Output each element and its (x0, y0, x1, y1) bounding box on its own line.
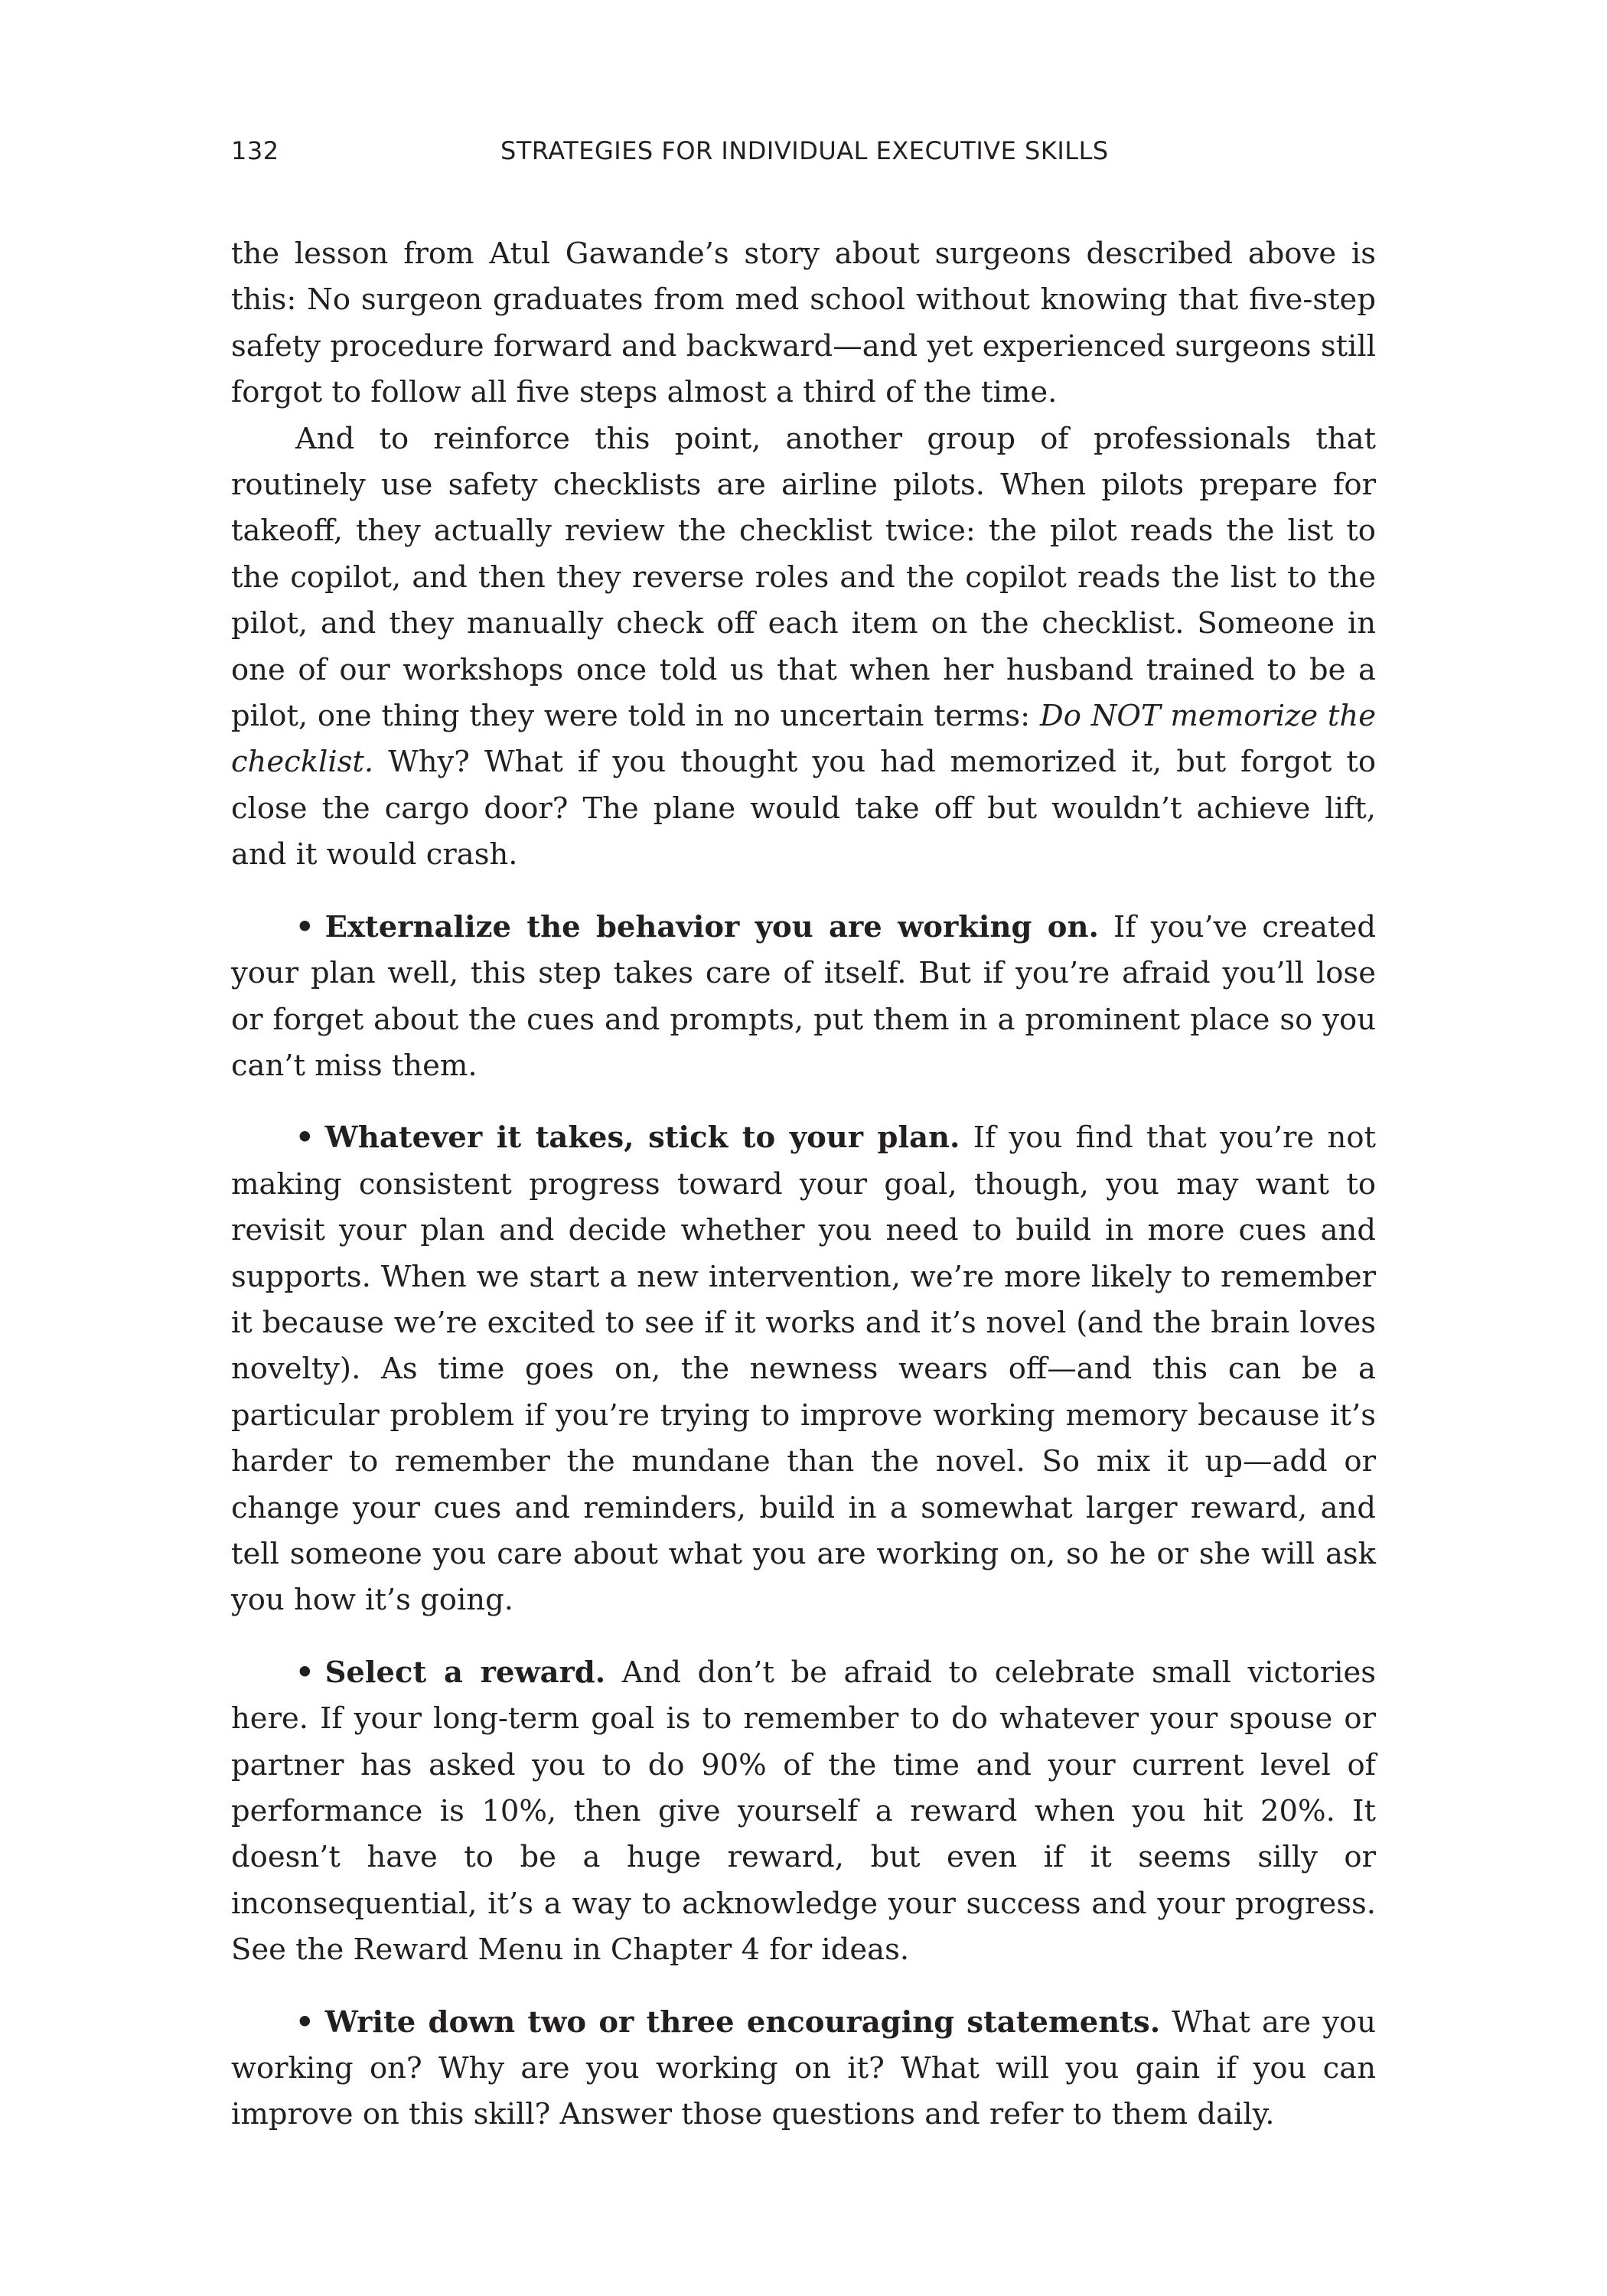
bullet-marker: • (295, 2004, 315, 2040)
bullet-item-select-reward (231, 1650, 1376, 1974)
running-title: STRATEGIES FOR INDIVIDUAL EXECUTIVE SKILLS (500, 136, 1109, 165)
bullet-item-externalize (231, 905, 1376, 1090)
running-head (231, 136, 1379, 174)
body-text (231, 231, 1376, 2138)
page-number: 132 (231, 136, 279, 165)
bullet-lead: Whatever it takes, stick to your plan. (324, 1120, 960, 1156)
paragraph-continued: the lesson from Atul Gawande’s story about surgeons described above is this: No surgeon graduates from med school without knowing that five-step safety procedure forward and backward—and yet experienced surgeons still forgot to follow all five steps almost a third of the time. (231, 236, 1376, 410)
bullet-text: If you find that you’re not making consistent progress toward your goal, though, you may want to revisit your plan and decide whether you need to build in more cues and supports. When we start a new intervention, we’re more likely to remember it because we’re excited to see if it works and it’s novel (and the brain loves novelty). As time goes on, the newness wears off—and this can be a particular problem if you’re trying to improve working memory because it’s harder to remember the mundane than the novel. So mix it up—add or change your cues and reminders, build in a somewhat larger reward, and tell someone you care about what you are working on, so he or she will ask you how it’s going. (231, 1120, 1376, 1618)
paragraph-pilots-text-start: And to reinforce this point, another group of professionals that routinely use safety checklists are airline pilots. When pilots prepare for takeoff, they actually review the checklist twice: the pilot reads the list to the copilot, and then they reverse roles and the copilot reads the list to the pilot, and they manually check off each item on the checklist. Someone in one of our workshops once told us that when her husband trained to be a pilot, one thing they were told in no uncertain terms: (231, 421, 1376, 734)
bullet-lead: Select a reward. (324, 1655, 606, 1690)
bullet-marker: • (295, 1655, 315, 1690)
bullet-marker: • (295, 909, 315, 944)
paragraph-pilots-text-end: Why? What if you thought you had memorized it, but forgot to close the cargo door? The plane would take off but wouldn’t achieve lift, and it would crash. (231, 745, 1376, 872)
bullet-text: If you’ve created your plan well, this step takes care of itself. But if you’re afraid you’ll lose or forget about the cues and prompts, put them in a prominent place so you can’t miss them. (231, 909, 1376, 1083)
bullet-lead: Write down two or three encouraging statements. (324, 2004, 1161, 2040)
paragraph-pilots (231, 416, 1376, 879)
bullet-item-stick-to-plan (231, 1115, 1376, 1623)
bullet-marker: • (295, 1120, 315, 1156)
bullet-text: And don’t be afraid to celebrate small victories here. If your long-term goal is to remember to do whatever your spouse or partner has asked you to do 90% of the time and your current level of performance is 10%, then give yourself a reward when you hit 20%. It doesn’t have to be a huge reward, but even if it seems silly or inconsequential, it’s a way to acknowledge your success and your progress. See the Reward Menu in Chapter 4 for ideas. (231, 1655, 1376, 1968)
paragraph-pilots-italic: Do NOT memorize the checklist. (231, 699, 1376, 780)
bullet-text: What are you working on? Why are you working on it? What will you gain if you can improve on this skill? Answer those questions and refer to them daily. (231, 2004, 1376, 2132)
bullet-lead: Externalize the behavior you are working on. (324, 909, 1099, 944)
bullet-item-encouraging-statements (231, 2000, 1376, 2138)
